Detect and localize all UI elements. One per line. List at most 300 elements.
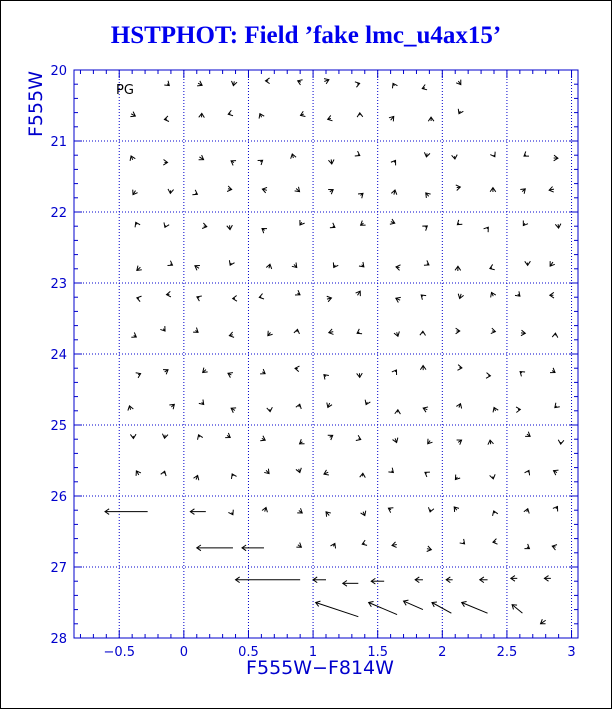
vector-arrow [356,435,361,440]
vector-head [131,332,136,337]
vector-arrow [523,221,528,226]
x-tick-label: 0 [179,645,188,660]
vector-arrow [233,296,237,302]
vector-arrow [360,473,366,477]
annotation-label: PG [116,83,134,98]
vector-arrow [362,540,367,545]
vector-arrow [427,546,432,552]
vector-arrow [292,263,297,268]
vector-head [136,373,141,378]
vector-arrow [516,407,520,413]
vector-arrow [446,577,452,583]
vector-arrow [301,111,306,116]
vector-arrow [454,507,459,512]
vector-arrow [296,543,301,548]
vector-arrow [136,373,141,378]
vector-head [328,190,333,195]
vector-arrow [458,294,463,299]
y-tick-label: 23 [50,277,67,292]
vector-head [258,160,263,165]
vector-arrow [555,224,561,228]
vector-arrow [133,190,138,195]
vector-arrow [295,366,299,372]
vector-arrow [480,577,488,583]
vector-arrow [552,545,557,550]
vector-arrow [389,116,394,121]
vector-arrow [555,403,560,408]
vector-arrow [343,581,359,587]
vector-arrow [267,407,273,411]
vector-head [231,408,236,413]
vector-head [260,369,265,374]
y-tick-label: 21 [50,135,67,150]
vector-arrow [163,159,167,165]
vector-head [259,294,264,299]
vector-arrow [457,220,462,225]
vector-head [428,507,433,512]
vector-arrow [404,600,423,609]
vector-head [392,83,397,88]
vector-arrow [236,577,301,583]
vector-arrow [231,474,236,479]
data-vectors [105,78,564,624]
vector-arrow [457,440,462,445]
vector-arrow [327,403,332,408]
vector-head [490,264,495,269]
vector-arrow [164,222,169,227]
vector-arrow [137,296,142,301]
vector-arrow [202,223,207,229]
vector-arrow [197,545,233,551]
vector-arrow [455,475,460,480]
vector-arrow [161,471,166,476]
vector-arrow [199,155,204,160]
vector-arrow [432,602,451,613]
vector-arrow [231,161,236,166]
vector-arrow [197,81,202,86]
vector-arrow [428,507,433,512]
vector-arrow [330,223,335,228]
vector-arrow [415,577,423,583]
vector-arrow [355,151,360,156]
vector-arrow [128,406,133,411]
vector-arrow [130,434,136,438]
vector-arrow [511,576,517,582]
vector-arrow [550,368,555,373]
vector-head [490,474,496,479]
vector-head [135,222,140,227]
vector-arrow [428,439,433,444]
vector-arrow [422,84,427,89]
vector-head [197,81,202,86]
vector-arrow [229,260,234,265]
vector-head [228,110,233,115]
vector-head [550,368,555,373]
vector-arrow [229,332,234,337]
vector-arrow [552,333,558,337]
y-tick-label: 24 [50,348,67,363]
vector-head [553,470,558,475]
vector-arrow [357,113,363,117]
vector-arrow [553,506,558,511]
vector-head [259,114,264,119]
vector-head [425,472,430,477]
vector-arrow [313,577,326,583]
vector-arrow [328,159,334,163]
vector-head [330,223,335,228]
y-tick-label: 25 [50,419,67,434]
vector-arrow [456,404,461,409]
vector-arrow [333,262,338,267]
vector-head [229,260,234,265]
vector-arrow [242,545,264,551]
vector-arrow [329,329,334,334]
vector-arrow [228,110,233,115]
vector-arrow [167,291,171,297]
vector-arrow [452,155,458,159]
vector-arrow [195,266,200,271]
vector-arrow [388,468,393,473]
vector-head [524,544,529,549]
vector-head [523,221,528,226]
vector-head [362,540,367,545]
vector-arrow [199,400,204,405]
vector-head [328,435,333,440]
vector-arrow [225,433,230,438]
vector-arrow [296,404,301,409]
vector-head [231,161,236,166]
vector-arrow [428,117,434,121]
vector-arrow [490,188,496,192]
vector-arrow [520,372,525,377]
vector-head [391,160,396,165]
vector-arrow [232,81,238,86]
vector-arrow [521,330,525,336]
vector-head [524,151,529,156]
vector-shaft [316,603,359,617]
vector-arrow [228,373,233,378]
vector-head [355,151,360,156]
vector-arrow [296,468,301,473]
vector-arrow [490,264,495,269]
x-tick-label: −0.5 [103,645,136,660]
vector-arrow [525,470,530,475]
vector-arrow [456,185,461,191]
vector-arrow [525,261,531,265]
vector-arrow [424,152,430,157]
vector-arrow [316,601,359,617]
vector-arrow [227,225,233,229]
y-tick-label: 22 [50,206,67,221]
vector-arrow [259,294,264,299]
vector-arrow [396,297,401,302]
vector-arrow [192,190,197,195]
vector-arrow [388,508,393,513]
vector-arrow [130,156,135,161]
vector-arrow [359,262,364,267]
vector-head [300,220,305,225]
vector-arrow [328,190,333,195]
vector-arrow [455,266,461,271]
vector-head [225,433,230,438]
vector-arrow [264,469,269,474]
vector-head [456,404,461,409]
vector-head [424,260,429,265]
vector-arrow [392,542,397,548]
vector-arrow [168,189,174,193]
vector-arrow [553,470,558,475]
vector-arrow [297,508,302,513]
vector-head [295,290,300,295]
y-tick-label: 27 [50,561,67,576]
x-tick-label: 3 [567,645,576,660]
vector-arrow [131,332,136,337]
vector-arrow [361,221,366,226]
vector-arrow [162,434,168,439]
vector-head [198,435,203,440]
vector-arrow [550,261,555,266]
vector-arrow [512,605,522,614]
vector-arrow [462,601,488,613]
chart-title: HSTPHOT: Field ’fake lmc_u4ax15’ [110,22,502,49]
vector-arrow [524,509,529,514]
vector-arrow [357,329,362,334]
vector-arrow [356,291,361,296]
vector-head [525,432,530,437]
vector-arrow [160,326,165,331]
vector-arrow [392,370,397,375]
y-tick-label: 28 [50,632,67,647]
vector-arrow [396,265,401,271]
vector-head [197,296,202,301]
vector-head [356,435,361,440]
vector-head [458,109,463,114]
vector-arrow [262,507,267,512]
vector-head [192,190,197,195]
vector-arrow [520,189,525,194]
vector-head [228,510,233,515]
vector-head [390,219,395,224]
vector-arrow [198,435,203,440]
vector-arrow [420,331,426,335]
vector-arrow [486,373,490,379]
vector-arrow [515,291,520,296]
vector-shaft [462,603,488,614]
vector-arrow [259,114,264,119]
vector-arrow [365,400,370,405]
vector-arrow [491,292,496,297]
vector-arrow [544,576,550,582]
vector-arrow [426,193,431,198]
x-axis-label: F555W−F814W [246,657,394,679]
vector-arrow [291,154,296,159]
vector-arrow [262,229,267,234]
vector-arrow [203,368,208,373]
vector-head [262,229,267,234]
vector-arrow [493,511,498,516]
vector-head [228,373,233,378]
vector-arrow [231,408,236,413]
vector-head [490,152,495,157]
vector-arrow [524,151,529,156]
vector-head [333,262,338,267]
vector-arrow [260,436,265,441]
vector-arrow [357,373,363,377]
vector-arrow [227,186,232,192]
vector-shaft [404,601,423,610]
vector-arrow [330,543,335,548]
vector-arrow [135,222,140,227]
vector-arrow [260,369,265,374]
vector-head [301,111,306,116]
vector-arrow [358,193,363,198]
grid-lines [74,70,578,638]
vector-arrow [424,260,429,265]
vector-arrow [558,440,564,444]
vector-arrow [393,438,398,443]
vector-arrow [369,602,397,615]
vector-arrow [392,83,397,88]
vector-head [491,292,496,297]
vector-arrow [298,80,303,85]
vector-arrow [199,113,205,117]
vector-arrow [190,509,206,515]
vector-arrow [493,407,498,412]
vector-arrow [458,109,463,114]
vector-arrow [300,220,305,225]
vector-arrow [328,435,333,440]
y-tick-label: 26 [50,490,67,505]
vector-arrow [300,439,305,444]
vector-arrow [105,509,148,515]
vector-arrow [326,512,331,517]
vector-arrow [295,187,300,192]
vector-arrow [194,475,199,480]
vector-arrow [484,227,489,232]
vector-arrow [228,510,233,515]
vector-arrow [168,261,173,266]
vector-arrow [421,295,426,300]
vector-arrow [554,155,558,161]
vector-head [484,227,489,232]
y-axis-label: F555W [25,71,47,137]
vector-head [388,508,393,513]
vector-arrow [425,472,430,477]
vector-arrow [361,511,366,516]
vector-arrow [420,366,426,371]
vector-head [525,470,530,475]
vector-arrow [549,187,554,193]
x-tick-label: 1.5 [367,645,389,660]
vector-arrow [324,470,329,475]
vector-head [298,80,303,85]
vector-arrow [197,296,202,301]
vector-arrow [355,82,360,87]
vector-head [422,84,427,89]
vector-arrow [164,81,169,86]
vector-arrow [456,80,461,85]
vector-arrow [524,544,529,549]
vector-shaft [432,603,451,614]
vector-arrow [391,160,396,165]
vector-head [168,261,173,266]
x-tick-label: 2 [438,645,447,660]
x-tick-label: 2.5 [496,645,518,660]
vector-arrow [457,365,461,371]
vector-head [260,436,265,441]
vector-arrow [130,112,135,117]
vector-head [457,440,462,445]
vector-arrow [268,331,273,336]
vector-arrow [163,370,168,375]
vector-head [553,506,558,511]
vector-arrow [137,266,142,271]
vector-head [231,474,236,479]
vector-head [164,222,169,227]
vector-arrow [490,152,495,157]
vector-arrow [525,432,530,437]
vector-head [493,407,498,412]
vector-head [330,543,335,548]
vector-arrow [324,375,329,380]
vector-arrow [328,115,333,120]
vector-head [361,511,366,516]
vector-arrow [491,328,496,334]
vector-shaft [369,603,397,615]
vector-arrow [394,331,399,336]
vector-head [130,156,135,161]
vector-arrow [488,440,494,445]
vector-arrow [258,160,263,165]
vector-head [163,370,168,375]
vector-arrow [422,226,427,231]
vector-arrow [262,187,267,192]
vector-head [193,328,198,333]
vector-head [422,226,427,231]
vector-arrow [266,264,271,269]
vector-arrow [395,410,401,414]
vector-arrow [460,539,465,544]
vector-arrow [294,329,300,334]
vector-arrow [490,474,496,479]
vector-arrow [136,471,141,476]
vector-arrow [193,328,198,333]
vector-head [161,471,166,476]
vector-arrow [550,292,554,298]
vector-head [486,373,490,379]
x-tick-label: 0.5 [238,645,259,660]
vector-arrow [295,290,300,295]
y-tick-label: 20 [50,64,67,79]
vector-arrow [164,116,169,122]
vector-arrow [327,296,332,301]
vector-arrow [493,539,498,545]
vector-head [392,370,397,375]
vector-arrow [541,619,546,624]
vector-arrow [169,404,174,409]
vector-head [365,400,370,405]
vector-arrow [391,190,396,195]
vector-head [137,296,142,301]
vector-arrow [456,328,460,334]
vector-head [160,326,165,331]
vector-head [493,511,498,516]
vector-head [558,440,564,444]
x-tick-label: 1 [308,645,318,660]
vector-arrow [423,407,428,412]
vector-head [355,82,360,87]
vector-arrow [324,79,329,84]
